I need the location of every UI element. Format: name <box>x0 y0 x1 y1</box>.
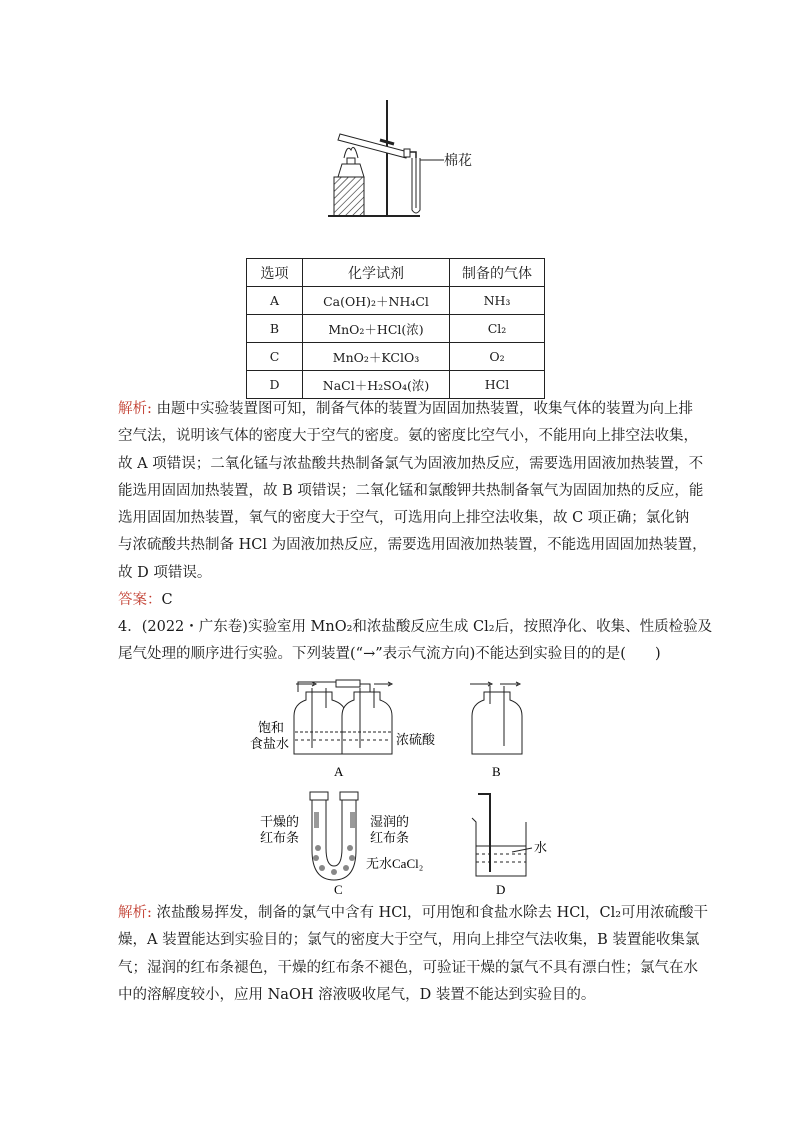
cell-gas: HCl <box>450 371 545 399</box>
apparatus-a-left-text: 饱和 <box>258 720 285 735</box>
header-option: 选项 <box>247 259 303 287</box>
cell-option: B <box>247 315 303 343</box>
solution-2 <box>118 900 709 1009</box>
table-row <box>247 371 545 399</box>
apparatus-a-label: A <box>334 764 344 779</box>
answer-tag: 答案： <box>118 592 162 608</box>
solution-line: 故 A 项错误；二氧化锰与浓盐酸共热制备氯气为固液加热反应，需要选用固液加热装置，不 <box>118 455 704 472</box>
table-header-row <box>247 259 545 287</box>
apparatus-a <box>250 680 436 779</box>
header-gas: 制备的气体 <box>450 259 545 287</box>
solution-line <box>118 900 709 927</box>
apparatus-c-left-text: 干燥的 <box>260 814 300 829</box>
solution-line: 与浓硫酸共热制备 HCl 为固液加热反应，需要选用固液加热装置，不能选用固固加热装置， <box>118 537 707 554</box>
cell-reagent: MnO₂＋HCl(浓) <box>303 315 450 343</box>
cell-gas: O₂ <box>450 343 545 371</box>
apparatus-c-label: C <box>334 882 343 897</box>
table-row <box>247 315 545 343</box>
cell-option: D <box>247 371 303 399</box>
solution-text: 由题中实验装置图可知，制备气体的装置为固固加热装置，收集气体的装置为向上排 <box>151 401 693 417</box>
cell-reagent: MnO₂＋KClO₃ <box>303 343 450 371</box>
cell-reagent: Ca(OH)₂＋NH₄Cl <box>303 287 450 315</box>
question-line: 4．(2022・广东卷)实验室用 MnO₂和浓盐酸反应生成 Cl₂后，按照净化、收集、性质检验及 <box>118 619 713 635</box>
apparatus-c-left-text: 红布条 <box>260 830 300 845</box>
apparatus-c-right-text: 红布条 <box>370 830 410 845</box>
question-4 <box>118 614 713 669</box>
apparatus-a-right-text: 浓硫酸 <box>396 732 436 747</box>
apparatus-options-figure <box>250 672 550 898</box>
apparatus-d-right-text: 水 <box>534 840 548 855</box>
apparatus-d-label: D <box>496 882 506 897</box>
cell-reagent: NaCl＋H₂SO₄(浓) <box>303 371 450 399</box>
reagent-table <box>246 258 545 399</box>
solution-1 <box>118 396 707 587</box>
table-row <box>247 287 545 315</box>
solution-line: 故 D 项错误。 <box>118 564 212 581</box>
cell-option: C <box>247 343 303 371</box>
solution-line <box>118 396 693 423</box>
solution-text: 浓盐酸易挥发，制备的氯气中含有 HCl，可用饱和食盐水除去 HCl，Cl₂可用浓硫酸干 <box>151 905 709 921</box>
cotton-label: 棉花 <box>444 153 472 169</box>
solution-line: 中的溶解度较小，应用 NaOH 溶液吸收尾气，D 装置不能达到实验目的。 <box>118 986 596 1003</box>
solution-line: 选用固固加热装置，氧气的密度大于空气，可选用向上排空法收集，故 C 项正确；氯化钠 <box>118 510 690 527</box>
apparatus-a-left-text: 食盐水 <box>250 736 290 751</box>
apparatus-b-label: B <box>492 764 501 779</box>
solution-line: 能选用固固加热装置，故 B 项错误；二氧化锰和氯酸钾共热制备氧气为固固加热的反应，能 <box>118 482 704 499</box>
cell-option: A <box>247 287 303 315</box>
answer-value: C <box>161 592 173 608</box>
solution-tag: 解析: <box>118 401 152 417</box>
cell-gas: Cl₂ <box>450 315 545 343</box>
solution-line: 燥，A 装置能达到实验目的；氯气的密度大于空气，用向上排空气法收集，B 装置能收集氯 <box>118 932 700 949</box>
header-reagent: 化学试剂 <box>303 259 450 287</box>
apparatus-d <box>472 794 547 897</box>
apparatus-c <box>260 792 423 897</box>
apparatus-c-bottom-text: 无水CaCl₂ <box>366 856 424 871</box>
solution-line: 气；湿润的红布条褪色，干燥的红布条不褪色，可验证干燥的氯气不具有漂白性；氯气在水 <box>118 959 698 976</box>
question-line: 尾气处理的顺序进行实验。下列装置(“→”表示气流方向)不能达到实验目的的是( ) <box>118 646 661 663</box>
cell-gas: NH₃ <box>450 287 545 315</box>
solution-tag: 解析: <box>118 905 152 921</box>
solution-line: 空气法，说明该气体的密度大于空气的密度。氨的密度比空气小，不能用向上排空法收集， <box>118 428 698 445</box>
answer-line <box>118 588 173 609</box>
table-row <box>247 343 545 371</box>
apparatus-c-right-text: 湿润的 <box>370 814 410 829</box>
apparatus-b <box>470 682 522 779</box>
